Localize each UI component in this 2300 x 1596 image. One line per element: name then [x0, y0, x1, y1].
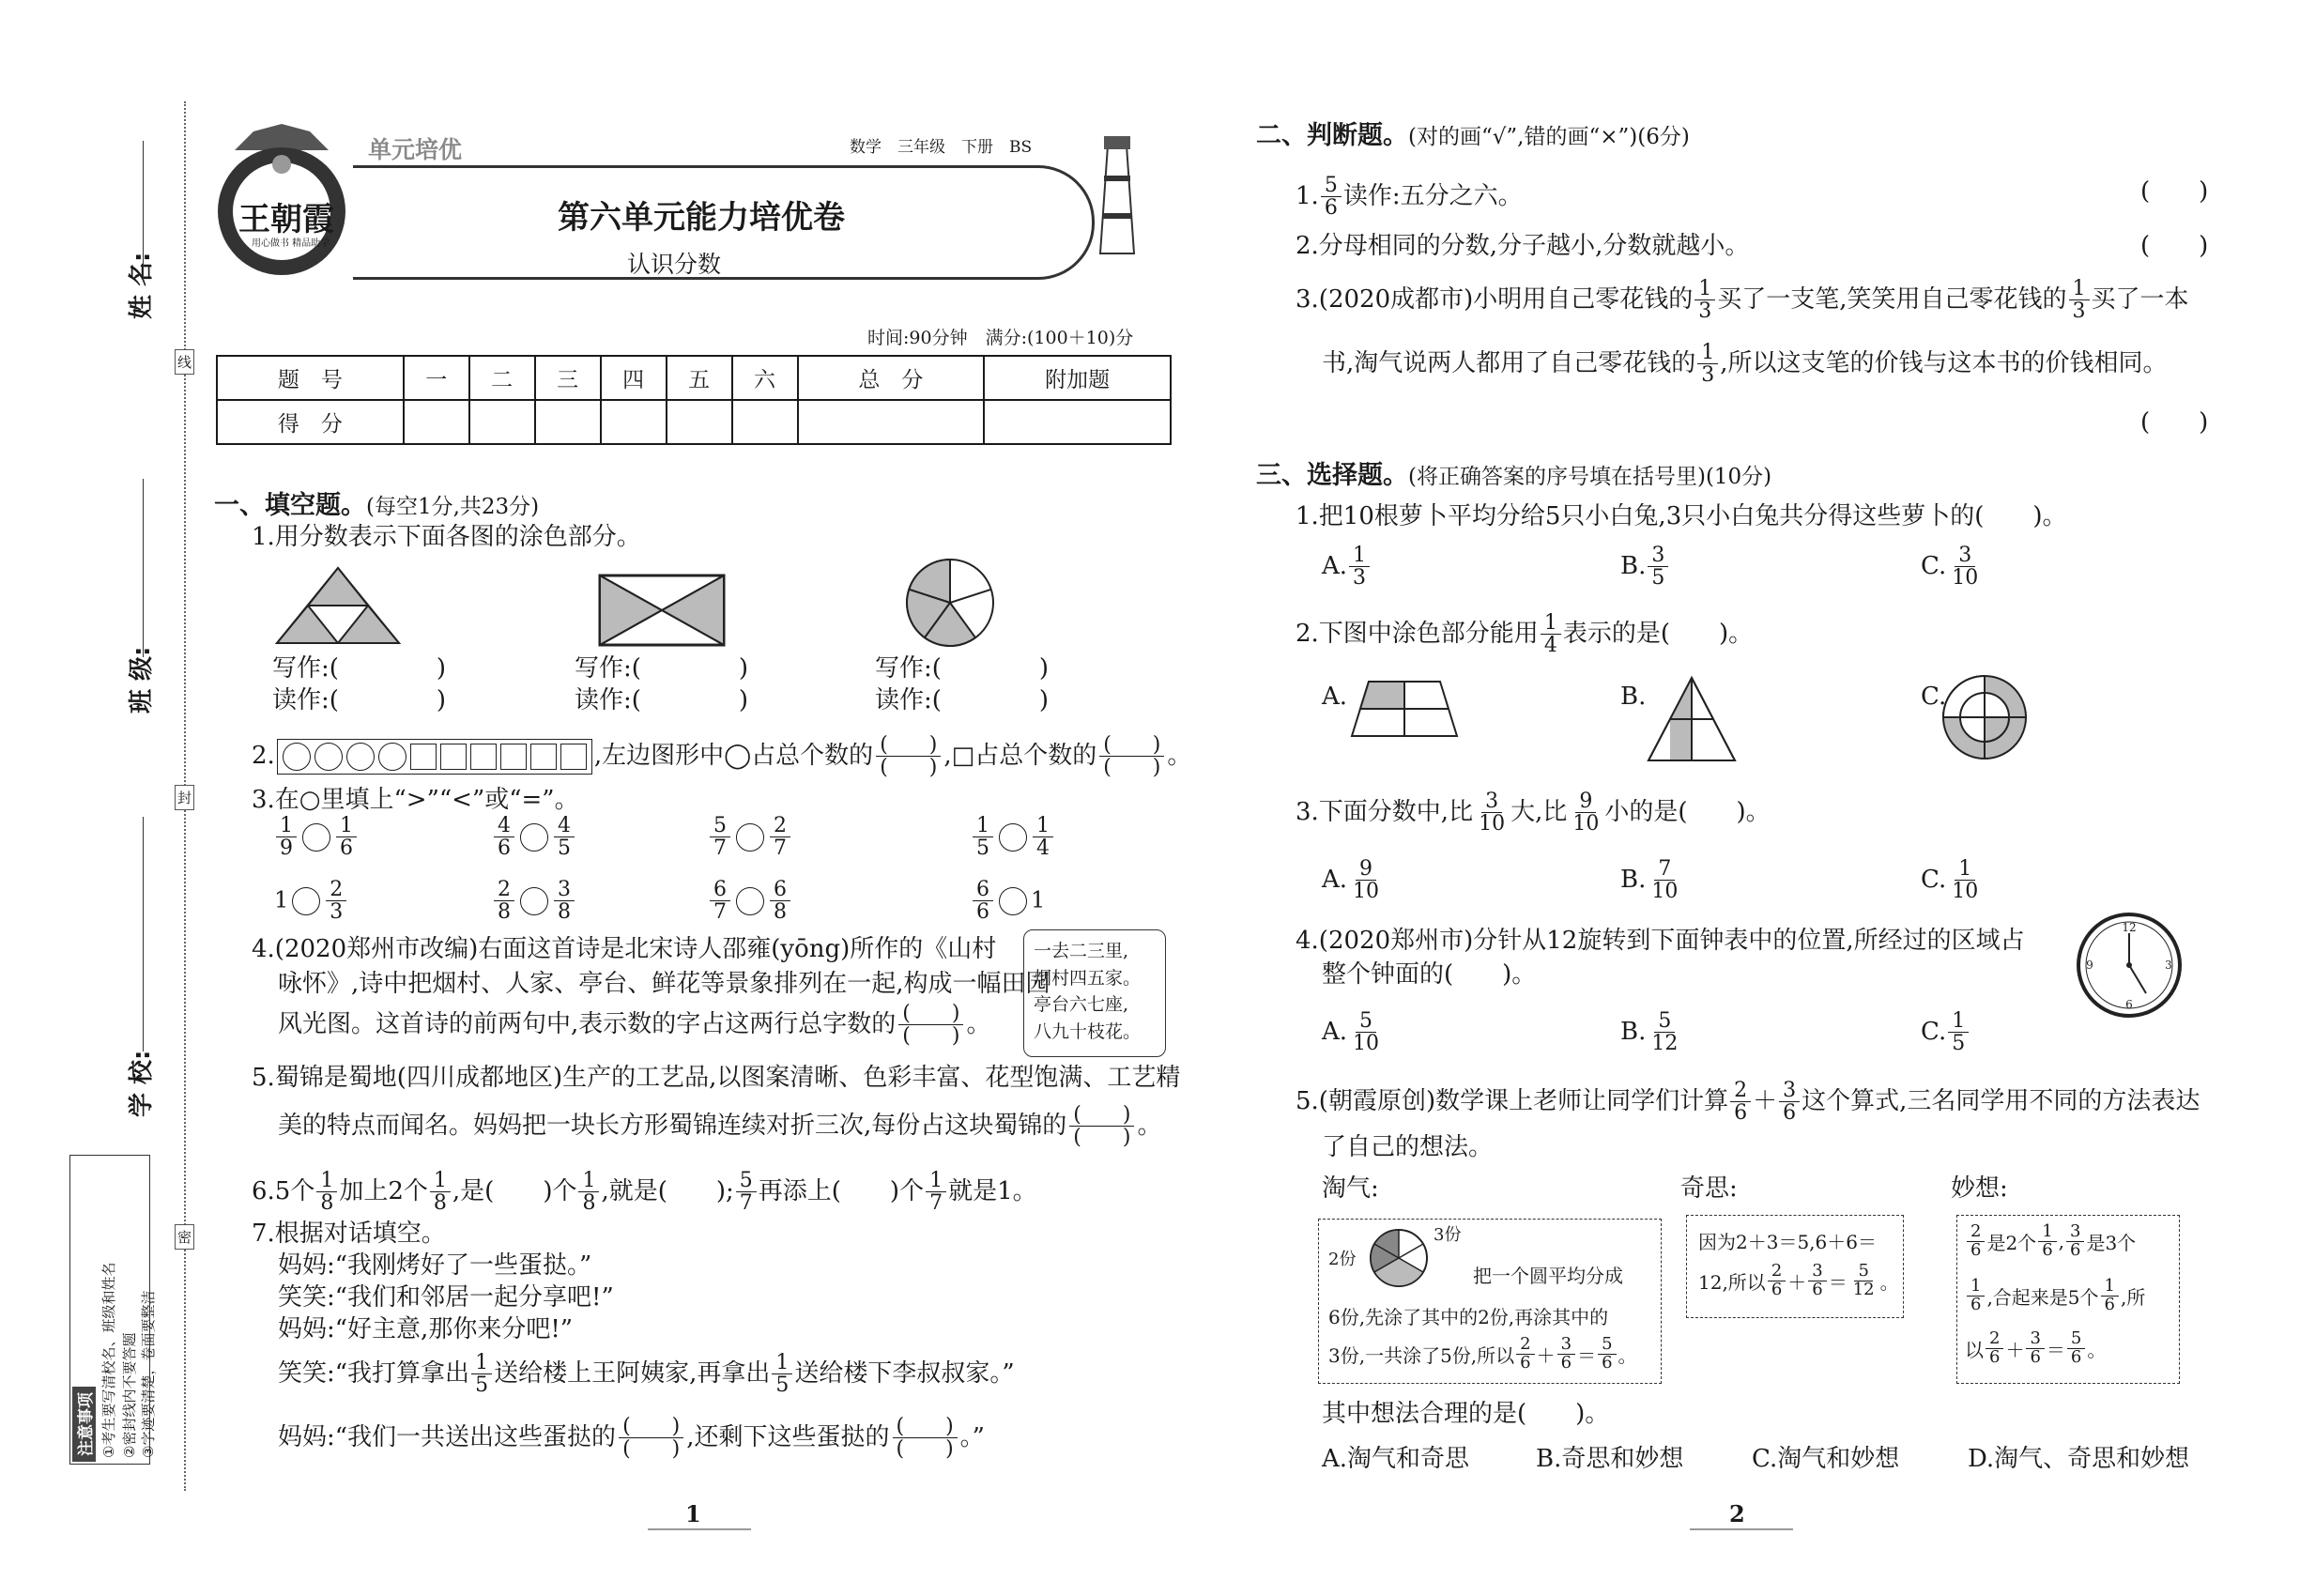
notice-item: ①考生要写清校名、班级和姓名	[100, 1262, 117, 1458]
poem-box: 一去二三里, 烟村四五家。 亭台六七座, 八九十枝花。	[1023, 929, 1166, 1057]
read-blank[interactable]: 读作:( )	[272, 686, 447, 714]
write-blank[interactable]: 写作:( )	[575, 654, 749, 683]
answer-paren[interactable]: ( )	[2140, 232, 2209, 260]
question-text: 风光图。这首诗的前两句中,表示数的字占这两行总字数的 ( ) ( ) 。	[278, 1002, 991, 1049]
section-note: (对的画“√”,错的画“×”)(6分)	[1408, 125, 1690, 149]
footer-ornament	[648, 1528, 751, 1530]
question-text: 书,淘气说两人都用了自己零花钱的 1 3 ,所以这支笔的价钱与这本书的价钱相同。	[1322, 341, 2168, 388]
score-cell[interactable]	[732, 400, 798, 444]
square-shape	[560, 744, 587, 770]
compare-circle[interactable]	[999, 823, 1027, 852]
compare-circle[interactable]	[736, 887, 764, 915]
option-c[interactable]: C.	[1921, 683, 1947, 711]
question-text: 了自己的想法。	[1322, 1133, 1494, 1161]
compare-item: 1 $\frac{2}{3}$	[274, 879, 348, 923]
question-text: 1.用分数表示下面各图的涂色部分。	[252, 523, 641, 551]
name-label: 姓 名:	[128, 252, 156, 319]
compare-circle[interactable]	[520, 823, 548, 852]
write-blank[interactable]: 写作:( )	[875, 654, 1050, 683]
notice-box	[69, 1155, 157, 1465]
score-cell[interactable]	[798, 400, 985, 444]
option-c[interactable]: C. 1 5	[1921, 1010, 1970, 1054]
triangle-figure	[1645, 674, 1739, 764]
compare-item: $\frac{5}{7}$ $\frac{2}{7}$	[708, 815, 792, 859]
circle-shape	[378, 743, 406, 771]
question-text: 5.(朝霞原创)数学课上老师让同学们计算 2 6 ＋ 3 6 这个算式,三名同学用不同的方法表达	[1296, 1079, 2200, 1126]
fraction-blank[interactable]: ( ) ( )	[893, 1416, 958, 1460]
dialogue-line: 妈妈:“我们一共送出这些蛋挞的 ( ) ( ) ,还剩下这些蛋挞的 ( ) ( ) 。”	[278, 1415, 985, 1462]
option-a[interactable]: A. 5 10	[1322, 1009, 1380, 1056]
option-a[interactable]: A.	[1322, 683, 1348, 711]
option-c[interactable]: C. 1 10	[1921, 857, 1979, 904]
brand-name: 王朝霞	[238, 201, 334, 238]
rectangle-figure	[597, 573, 728, 648]
option-b[interactable]: B. 3 5	[1620, 545, 1670, 589]
notice-item: ③字迹要清楚，卷面要整洁	[140, 1290, 157, 1458]
option-b[interactable]: B.	[1620, 683, 1647, 711]
svg-text:9: 9	[2086, 959, 2093, 972]
table-header: 二	[469, 356, 535, 400]
score-table	[216, 355, 1172, 445]
page-subtitle: 认识分数	[627, 251, 722, 278]
table-row	[217, 400, 1171, 444]
table-header: 一	[404, 356, 469, 400]
pie-figure	[903, 556, 997, 650]
fraction-blank[interactable]: ( ) ( )	[1069, 1104, 1134, 1148]
lighthouse-icon	[1080, 127, 1155, 258]
section-note: (将正确答案的序号填在括号里)(10分)	[1408, 465, 1772, 489]
section-heading: 一、填空题。	[214, 491, 366, 520]
class-field[interactable]	[143, 479, 144, 657]
target-circle-figure	[1940, 672, 2030, 762]
section-note: (每空1分,共23分)	[366, 495, 540, 519]
question-text: 美的特点而闻名。妈妈把一块长方形蜀锦连续对折三次,每份占这块蜀锦的 ( ) ( ) 。	[278, 1103, 1162, 1150]
square-shape	[440, 744, 467, 770]
question-text: 3.在○里填上“>”“<”或“=”。	[252, 786, 579, 814]
square-shape	[470, 744, 497, 770]
square-shape	[500, 744, 527, 770]
compare-item: $\frac{2}{8}$ $\frac{3}{8}$	[492, 879, 576, 923]
score-cell[interactable]	[667, 400, 732, 444]
svg-text:12: 12	[2122, 921, 2137, 934]
fraction-blank[interactable]: ( ) ( )	[619, 1416, 683, 1460]
square-shape	[410, 744, 437, 770]
compare-item: $\frac{1}{9}$ $\frac{1}{6}$	[274, 815, 359, 859]
option-c[interactable]: C. 3 10	[1921, 544, 1979, 591]
question-text: 3.(2020成都市)小明用自己零花钱的 1 3 买了一支笔,笑笑用自己零花钱的 1 3 买了一本	[1296, 277, 2189, 324]
option-a[interactable]: A.淘气和奇思	[1322, 1445, 1470, 1473]
option-a[interactable]: A. 1 3	[1322, 545, 1372, 589]
answer-paren[interactable]: ( )	[2140, 177, 2209, 206]
question-text: 2.下图中涂色部分能用 1 4 表示的是( )。	[1296, 611, 1754, 658]
taoqi-box: 2份 3份 把一个圆平均分成 6份,先涂了其中的2份,再涂其中的 3份,一共涂了5份,所以 2 6 ＋ 3 6 ＝ 5 6 。	[1318, 1219, 1662, 1384]
seal-char: 线	[175, 349, 194, 375]
section-heading: 二、判断题。	[1256, 121, 1408, 150]
fraction-blank[interactable]: ( ) ( )	[898, 1003, 963, 1047]
circle-shape	[314, 743, 343, 771]
table-header: 题 号	[217, 356, 404, 400]
compare-item: $\frac{6}{7}$ $\frac{6}{8}$	[708, 879, 792, 923]
clock-icon	[2075, 911, 2184, 1020]
question-text: 5.蜀锦是蜀地(四川成都地区)生产的工艺品,以图案清晰、色彩丰富、花型饱满、工艺精	[252, 1064, 1181, 1092]
dialogue-line: 妈妈:“我刚烤好了一些蛋挞。”	[278, 1251, 592, 1280]
compare-circle[interactable]	[302, 823, 330, 852]
table-header: 附加题	[984, 356, 1171, 400]
compare-circle[interactable]	[292, 887, 320, 915]
compare-circle[interactable]	[736, 823, 764, 852]
read-blank[interactable]: 读作:( )	[875, 686, 1050, 714]
seal-char: 密	[175, 1224, 194, 1250]
fraction-blank[interactable]: ( ) ( )	[1099, 734, 1164, 778]
compare-item: $\frac{6}{6}$ 1	[971, 879, 1045, 923]
table-header: 四	[601, 356, 667, 400]
option-b[interactable]: B.奇思和妙想	[1536, 1445, 1684, 1473]
option-b[interactable]: B. 5 12	[1620, 1009, 1679, 1056]
notice-item: ②密封线内不要答题	[121, 1332, 138, 1458]
miaoxiang-box: 2 6 是2个 1 6 , 3 6 是3个 1 6 ,合起来是5个 1 6 ,所 以 2 6 ＋ 3 6 ＝ 5 6 。	[1956, 1215, 2180, 1384]
table-header: 总 分	[798, 356, 985, 400]
series-label: 单元培优	[368, 136, 463, 163]
circle-shape	[346, 743, 375, 771]
pie-figure	[1368, 1227, 1430, 1289]
score-cell[interactable]	[469, 400, 535, 444]
question-text: 7.根据对话填空。	[252, 1220, 446, 1248]
row-label: 得 分	[217, 400, 404, 444]
option-d[interactable]: D.淘气、奇思和妙想	[1968, 1445, 2190, 1473]
pie-label: 3份	[1434, 1225, 1462, 1245]
qisi-box: 因为2＋3＝5,6＋6＝ 12,所以 2 6 ＋ 3 6 ＝ 5 12 。	[1686, 1215, 1904, 1318]
svg-text:6: 6	[2125, 998, 2133, 1011]
dialogue-line: 笑笑:“我打算拿出 1 5 送给楼上王阿姨家,再拿出 1 5 送给楼下李叔叔家。”	[278, 1351, 1015, 1398]
option-a[interactable]: A. 9 10	[1322, 857, 1380, 904]
dialogue-line: 笑笑:“我们和邻居一起分享吧!”	[278, 1283, 614, 1312]
question-text: 1. 5 6 读作:五分之六。	[1296, 174, 1523, 221]
question-text: 3.下面分数中,比 3 10 大,比 9 10 小的是( )。	[1296, 790, 1771, 836]
question-text: 4.(2020郑州市改编)右面这首诗是北宋诗人邵雍(yōng)所作的《山村	[252, 935, 997, 963]
table-header: 五	[667, 356, 732, 400]
score-cell[interactable]	[404, 400, 469, 444]
student-name: 妙想:	[1951, 1174, 2008, 1203]
write-blank[interactable]: 写作:( )	[272, 654, 447, 683]
circle-shape	[283, 743, 311, 771]
score-cell[interactable]	[535, 400, 601, 444]
question-6: 6.5个 1 8 加上2个 1 8 ,是( )个 1 8 ,就是( ); 5 7 再添上( )个 1 7 就是1。	[252, 1169, 1037, 1216]
compare-item: $\frac{1}{5}$ $\frac{1}{4}$	[971, 815, 1055, 859]
dialogue-line: 妈妈:“好主意,那你来分吧!”	[278, 1315, 574, 1343]
class-label: 班 级:	[128, 646, 156, 714]
option-b[interactable]: B. 7 10	[1620, 857, 1679, 904]
school-label: 学 校:	[128, 1050, 156, 1117]
time-info: 时间:90分钟 满分:(100＋10)分	[867, 328, 1134, 348]
book-meta: 数学 三年级 下册 BS	[850, 138, 1033, 157]
brand-sub: 用心做书 精品助学	[252, 238, 330, 249]
section-heading: 三、选择题。	[1256, 461, 1408, 490]
triangle-figure	[272, 563, 404, 648]
fraction-blank[interactable]: ( ) ( )	[876, 734, 941, 778]
question-text: 咏怀》,诗中把烟村、人家、亭台、鲜花等景象排列在一起,构成一幅田园	[278, 970, 1050, 998]
page-number: 2	[1729, 1500, 1745, 1527]
shapes-box	[277, 739, 592, 775]
page-title: 第六单元能力培优卷	[558, 199, 845, 237]
option-c[interactable]: C.淘气和妙想	[1752, 1445, 1900, 1473]
trapezoid-figure	[1348, 678, 1461, 740]
footer-ornament	[1690, 1528, 1793, 1530]
read-blank[interactable]: 读作:( )	[575, 686, 749, 714]
pie-label: 2份	[1328, 1250, 1357, 1269]
answer-paren[interactable]: ( )	[2140, 408, 2209, 437]
student-name: 奇思:	[1680, 1174, 1738, 1203]
score-cell[interactable]	[601, 400, 667, 444]
question-2: 2. ,左边图形中◯占总个数的 ( ) ( ) ,□占总个数的 ( ) ( ) 。	[252, 733, 1192, 780]
question-text: 整个钟面的( )。	[1322, 960, 1537, 989]
notice-title: 注意事项	[72, 1387, 96, 1462]
question-text: 1.把10根萝卜平均分给5只小白兔,3只小白兔共分得这些萝卜的( )。	[1296, 502, 2067, 530]
svg-text:3: 3	[2165, 959, 2172, 972]
score-cell[interactable]	[984, 400, 1171, 444]
compare-item: $\frac{4}{6}$ $\frac{4}{5}$	[492, 815, 576, 859]
page-number: 1	[685, 1500, 701, 1527]
school-field[interactable]	[143, 817, 144, 1051]
question-text: 2.分母相同的分数,分子越小,分数就越小。	[1296, 232, 1750, 260]
compare-circle[interactable]	[520, 887, 548, 915]
table-row	[217, 356, 1171, 400]
table-header: 六	[732, 356, 798, 400]
question-text: 4.(2020郑州市)分针从12旋转到下面钟表中的位置,所经过的区域占	[1296, 927, 2025, 955]
seal-char: 封	[175, 785, 194, 810]
table-header: 三	[535, 356, 601, 400]
question-text: 其中想法合理的是( )。	[1322, 1400, 1610, 1428]
square-shape	[530, 744, 557, 770]
name-field[interactable]	[143, 141, 144, 282]
compare-circle[interactable]	[999, 887, 1027, 915]
student-name: 淘气:	[1322, 1174, 1379, 1203]
